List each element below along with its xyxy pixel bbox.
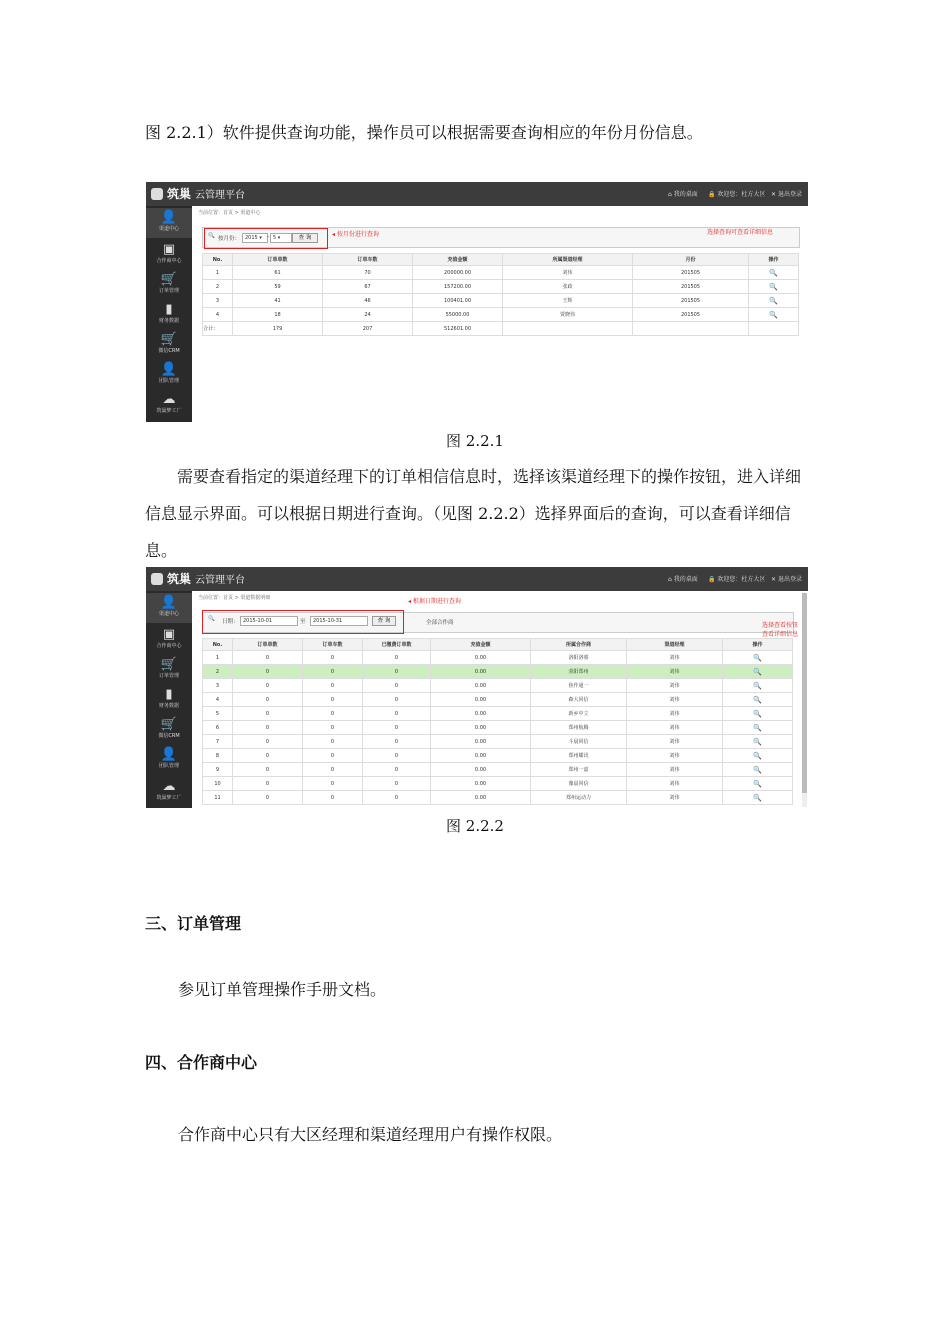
desktop-link[interactable]: ⌂ 我的桌面 [668,191,698,198]
month-select[interactable]: 5 ▾ [270,233,292,243]
table-row: 7 0 0 0 0.00 斗晨同信 刘伟 🔍 [203,735,793,749]
partners-paragraph: 合作商中心只有大区经理和渠道经理用户有操作权限。 [178,1125,563,1144]
magnifier-icon[interactable]: 🔍 [753,653,762,662]
sidebar-item-team[interactable]: 👤 团队管理 [146,745,192,775]
magnifier-icon[interactable]: 🔍 [753,681,762,690]
partner-table-body [203,651,793,805]
to-label: 至 [300,619,306,625]
bar-chart-icon: ▮ [165,687,173,702]
date-from-input[interactable]: 2015-10-01 [240,616,298,626]
table-row: 6 0 0 0 0.00 郑州航腾 刘伟 🔍 [203,721,793,735]
person-icon: 👤 [160,747,178,762]
figure-caption-2: 图 2.2.2 [446,817,504,835]
app-sidebar [146,591,192,808]
breadcrumb: 当前位置：首页 > 渠道数据明细 [198,595,271,601]
table-row: 1 61 70 200000.00 刘伟 201505 🔍 [203,266,799,280]
cart-icon: 🛒 [160,272,178,287]
cloud-icon: ☁ [162,779,176,794]
sidebar-item-channel[interactable]: 👤 渠道中心 [146,208,192,238]
magnifier-icon[interactable]: 🔍 [769,296,778,305]
annotation-right: 选择查询可查看详细信息 [707,229,774,236]
section-heading-partners: 四、合作商中心 [145,1053,258,1072]
cart-icon: 🛒 [160,332,178,347]
col-order-count: 订单单数 [233,254,323,266]
sidebar-item-workshop[interactable]: ☁ 筑巢梦工厂 [146,777,192,807]
user-icon: 👤 [160,210,178,225]
magnifier-icon[interactable]: 🔍 [769,310,778,319]
table-row: 2 0 0 0 0.00 荥阳郑州 刘伟 🔍 [203,665,793,679]
magnifier-icon[interactable]: 🔍 [753,723,762,732]
separator: - [267,234,269,240]
screenshot-2-2-1 [146,182,808,422]
table-row: 1 0 0 0 0.00 洛阳洛睿 刘伟 🔍 [203,651,793,665]
col-month: 月份 [633,254,749,266]
table-row: 4 0 0 0 0.00 森大同信 刘伟 🔍 [203,693,793,707]
date-to-input[interactable]: 2015-10-31 [310,616,368,626]
magnifier-icon[interactable]: 🔍 [769,282,778,291]
welcome-text: 🔒 欢迎您：杜方大区 [708,576,766,583]
magnifier-icon[interactable]: 🔍 [769,268,778,277]
col-no: No. [203,254,233,266]
user-icon: 👤 [160,595,178,610]
magnifier-icon[interactable]: 🔍 [753,751,762,760]
col-car-count: 订单车数 [323,254,413,266]
app-logo: 筑巢 云管理平台 [151,570,245,587]
table-row: 2 59 67 157200.00 张政 201505 🔍 [203,280,799,294]
sidebar-item-finance[interactable]: ▮ 财务数据 [146,685,192,715]
table-row: 8 0 0 0 0.00 郑州耀讯 刘伟 🔍 [203,749,793,763]
sidebar-item-orders[interactable]: 🛒 订单管理 [146,655,192,685]
sidebar-item-partner[interactable]: ▣ 合作商中心 [146,240,192,270]
table-row: 5 0 0 0 0.00 新乡中立 刘伟 🔍 [203,707,793,721]
partner-table [202,638,793,805]
search-icon: 🔍 [208,233,215,239]
cube-icon [151,573,163,585]
desktop-link[interactable]: ⌂ 我的桌面 [668,576,698,583]
search-icon: 🔍 [208,616,215,622]
annotation-right-2: 查看详细信息 [762,631,799,638]
col-amount: 充值金额 [413,254,503,266]
magnifier-icon[interactable]: 🔍 [753,737,762,746]
sidebar-item-team[interactable]: 👤 团队管理 [146,360,192,390]
breadcrumb: 当前位置：首页 > 渠道中心 [198,210,261,216]
magnifier-icon[interactable]: 🔍 [753,793,762,802]
person-icon: 👤 [160,362,178,377]
cloud-icon: ☁ [162,392,176,407]
search-button[interactable]: 查 询 [372,616,396,626]
magnifier-icon[interactable]: 🔍 [753,709,762,718]
magnifier-icon[interactable]: 🔍 [753,765,762,774]
app-topbar [146,567,808,591]
section-heading-orders: 三、订单管理 [145,914,242,933]
month-query-label: 按月份： [218,236,241,242]
partner-icon: ▣ [162,242,176,257]
partner-icon: ▣ [162,627,176,642]
table-row: 11 0 0 0 0.00 郑州运动力 刘伟 🔍 [203,791,793,805]
sidebar-item-wechat-crm[interactable]: 🛒 微信CRM [146,330,192,360]
table-header-row [203,254,799,266]
logout-link[interactable]: ✕ 退出登录 [771,191,802,198]
detail-paragraph: 需要查看指定的渠道经理下的订单相信信息时，选择该渠道经理下的操作按钮，进入详细信息显示界面。可以根据日期进行查询。（见图 2.2.2）选择界面后的查询，可以查看详细信息。 [145,467,802,560]
col-manager: 所属渠道经理 [503,254,633,266]
table-row: 9 0 0 0 0.00 郑州一嘉 刘伟 🔍 [203,763,793,777]
scrollbar-thumb[interactable] [802,593,807,793]
table-header-row: No. 订单单数 订单车数 已缴费订单数 充值金额 所属合作商 渠道经理 操作 [203,639,793,651]
sidebar-item-workshop[interactable]: ☁ 筑巢梦工厂 [146,390,192,420]
orders-paragraph: 参见订单管理操作手册文档。 [178,980,387,999]
annotation-right-1: 选择查看按钮 [762,622,799,629]
sidebar-item-partner[interactable]: ▣ 合作商中心 [146,625,192,655]
app-logo: 筑巢 云管理平台 [151,185,245,202]
sidebar-item-channel[interactable]: 👤 渠道中心 [146,593,192,623]
magnifier-icon[interactable]: 🔍 [753,695,762,704]
sidebar-item-orders[interactable]: 🛒 订单管理 [146,270,192,300]
bar-chart-icon: ▮ [165,302,173,317]
sidebar-item-finance[interactable]: ▮ 财务数据 [146,300,192,330]
table-row: 10 0 0 0 0.00 豫晨同信 刘伟 🔍 [203,777,793,791]
magnifier-icon[interactable]: 🔍 [753,779,762,788]
annotation-left: ◂ 按月份进行查询 [332,231,379,238]
app-topbar [146,182,808,206]
logout-link[interactable]: ✕ 退出登录 [771,576,802,583]
cube-icon [151,188,163,200]
channel-table [202,253,799,336]
welcome-text: 🔒 欢迎您：杜方大区 [708,191,766,198]
search-button[interactable]: 查 询 [292,233,318,243]
partner-filter[interactable]: 全部合作商 [426,620,454,626]
col-action: 操作 [749,254,799,266]
app-sidebar [146,206,192,422]
year-select[interactable]: 2015 ▾ [242,233,268,243]
screenshot-2-2-2 [146,567,808,808]
date-query-label: 日期： [222,619,239,625]
table-row: 4 18 24 55000.00 贾晓伟 201505 🔍 [203,308,799,322]
cart-icon: 🛒 [160,657,178,672]
figure-caption-1: 图 2.2.1 [446,432,504,450]
total-row: 合计： 179 207 512601.00 [203,322,799,336]
table-row: 3 41 46 100401.00 王辉 201505 🔍 [203,294,799,308]
cart-icon: 🛒 [160,717,178,732]
annotation-left: ◂ 根据日期进行查询 [408,598,461,605]
intro-paragraph: 图 2.2.1）软件提供查询功能，操作员可以根据需要查询相应的年份月份信息。 [145,123,703,142]
table-row: 3 0 0 0 0.00 焦作通一 刘伟 🔍 [203,679,793,693]
sidebar-item-wechat-crm[interactable]: 🛒 微信CRM [146,715,192,745]
magnifier-icon[interactable]: 🔍 [753,667,762,676]
scrollbar[interactable] [802,593,807,807]
